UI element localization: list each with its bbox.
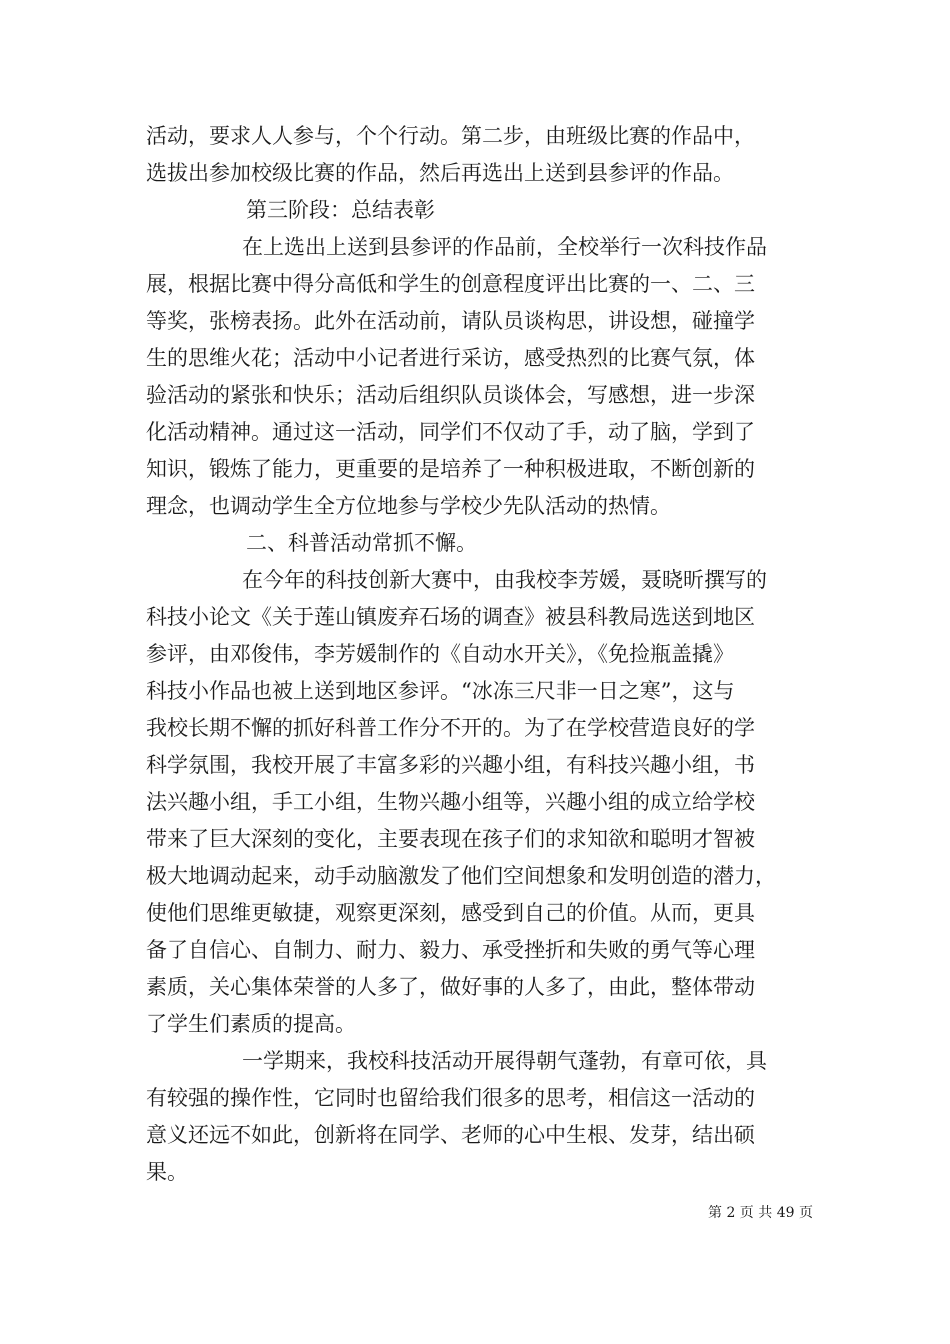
section-heading: 二、科普活动常抓不懈。 <box>246 531 477 555</box>
text-line: 备了自信心、自制力、耐力、毅力、承受挫折和失败的勇气等心理 <box>146 938 755 962</box>
text-line: 化活动精神。通过这一活动，同学们不仅动了手，动了脑，学到了 <box>146 420 755 444</box>
text-line: 参评，由邓俊伟，李芳媛制作的《自动水开关》，《免捡瓶盖撬》 <box>146 642 734 666</box>
text-line: 在今年的科技创新大赛中，由我校李芳媛，聂晓昕撰写的 <box>242 568 767 592</box>
text-line: 选拔出参加校级比赛的作品，然后再选出上送到县参评的作品。 <box>146 161 734 185</box>
text-line: 科技小论文《关于莲山镇废弃石场的调查》被县科教局选送到地区 <box>146 605 755 629</box>
text-line: 法兴趣小组，手工小组，生物兴趣小组等，兴趣小组的成立给学校 <box>146 790 755 814</box>
text-line: 活动，要求人人参与，个个行动。第二步，由班级比赛的作品中， <box>146 124 755 148</box>
text-line: 在上选出上送到县参评的作品前，全校举行一次科技作品 <box>242 235 767 259</box>
text-line: 知识，锻炼了能力，更重要的是培养了一种积极进取，不断创新的 <box>146 457 755 481</box>
text-line: 验活动的紧张和快乐；活动后组织队员谈体会，写感想，进一步深 <box>146 383 755 407</box>
text-line: 意义还远不如此，创新将在同学、老师的心中生根、发芽，结出硕 <box>146 1123 755 1147</box>
text-line: 果。 <box>146 1160 188 1184</box>
text-line: 使他们思维更敏捷，观察更深刻，感受到自己的价值。从而，更具 <box>146 901 755 925</box>
document-body <box>146 118 811 1191</box>
text-line: 展，根据比赛中得分高低和学生的创意程度评出比赛的一、二、三 <box>146 272 755 296</box>
text-line: 科学氛围，我校开展了丰富多彩的兴趣小组，有科技兴趣小组，书 <box>146 753 755 777</box>
text-line: 科技小作品也被上送到地区参评。“冰冻三尺非一日之寒”，这与 <box>146 679 735 703</box>
section-heading: 第三阶段：总结表彰 <box>246 198 435 222</box>
text-line: 生的思维火花；活动中小记者进行采访，感受热烈的比赛气氛，体 <box>146 346 755 370</box>
text-line: 等奖，张榜表扬。此外在活动前，请队员谈构思，讲设想，碰撞学 <box>146 309 755 333</box>
text-line: 极大地调动起来，动手动脑激发了他们空间想象和发明创造的潜力， <box>146 864 776 888</box>
text-line: 我校长期不懈的抓好科普工作分不开的。为了在学校营造良好的学 <box>146 716 755 740</box>
text-line: 带来了巨大深刻的变化，主要表现在孩子们的求知欲和聪明才智被 <box>146 827 755 851</box>
text-line: 理念，也调动学生全方位地参与学校少先队活动的热情。 <box>146 494 671 518</box>
text-line: 素质，关心集体荣誉的人多了，做好事的人多了，由此，整体带动 <box>146 975 755 999</box>
text-line: 有较强的操作性，它同时也留给我们很多的思考，相信这一活动的 <box>146 1086 755 1110</box>
page-number: 第 2 页 共 49 页 <box>708 1205 813 1221</box>
text-line: 一学期来，我校科技活动开展得朝气蓬勃，有章可依，具 <box>242 1049 767 1073</box>
text-line: 了学生们素质的提高。 <box>146 1012 356 1036</box>
